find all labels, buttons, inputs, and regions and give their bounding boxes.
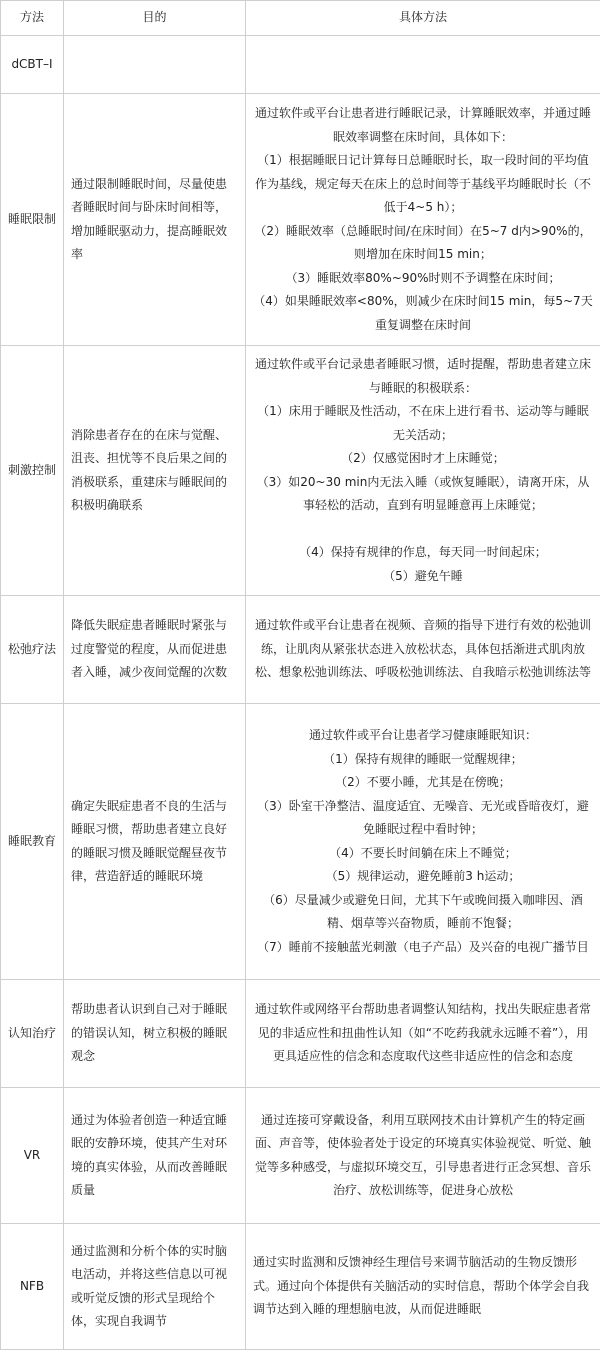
purpose-cell: 通过为体验者创造一种适宜睡眠的安静环境，使其产生对环境的真实体验，从而改善睡眠质量 bbox=[64, 1088, 246, 1224]
detail-cell bbox=[246, 1224, 600, 1350]
detail-line: （2）不要小睡，尤其是在傍晚； bbox=[253, 771, 593, 795]
detail-line: （4）保持有规律的作息，每天同一时间起床； bbox=[253, 541, 593, 565]
detail-line: 通过软件或平台让患者在视频、音频的指导下进行有效的松弛训练，让肌肉从紧张状态进入放松状态，具体包括渐进式肌肉放松、想象松弛训练法、呼吸松弛训练法、自我暗示松弛训练法等 bbox=[253, 614, 593, 685]
detail-line: 通过连接可穿戴设备，利用互联网技术由计算机产生的特定画面、声音等，使体验者处于设定的环境真实体验视觉、听觉、触觉等多种感受，与虚拟环境交互，引导患者进行正念冥想、音乐治疗、放松训练等，促进身心放松 bbox=[253, 1109, 593, 1203]
detail-line: （6）尽量减少或避免日间，尤其下午或晚间摄入咖啡因、酒精、烟草等兴奋物质，睡前不饱餐； bbox=[253, 889, 593, 936]
table-row bbox=[1, 346, 600, 596]
detail-cell bbox=[246, 94, 600, 346]
header-method: 方法 bbox=[1, 1, 64, 36]
detail-line: 通过软件或平台让患者进行睡眠记录，计算睡眠效率，并通过睡眠效率调整在床时间，具体如下： bbox=[253, 102, 593, 149]
detail-line: （3）如20~30 min内无法入睡（或恢复睡眠），请离开床，从事轻松的活动，直到有明显睡意再上床睡觉； bbox=[253, 471, 593, 518]
table-row bbox=[1, 1088, 600, 1224]
purpose-cell: 帮助患者认识到自己对于睡眠的错误认知，树立积极的睡眠观念 bbox=[64, 980, 246, 1088]
method-cell: 刺激控制 bbox=[1, 346, 64, 596]
table-row bbox=[1, 94, 600, 346]
detail-line: （2）仅感觉困时才上床睡觉； bbox=[253, 447, 593, 471]
table-row bbox=[1, 704, 600, 980]
purpose-cell: 通过限制睡眠时间，尽量使患者睡眠时间与卧床时间相等，增加睡眠驱动力，提高睡眠效率 bbox=[64, 94, 246, 346]
detail-line: （3）睡眠效率80%~90%时则不予调整在床时间； bbox=[253, 267, 593, 291]
detail-cell bbox=[246, 346, 600, 596]
detail-line: 通过软件或网络平台帮助患者调整认知结构，找出失眠症患者常见的非适应性和扭曲性认知（如“不吃药我就永远睡不着”），用更具适应性的信念和态度取代这些非适应性的信念和态度 bbox=[253, 998, 593, 1069]
purpose-cell: 通过监测和分析个体的实时脑电活动，并将这些信息以可视或听觉反馈的形式呈现给个体，实现自我调节 bbox=[64, 1224, 246, 1350]
detail-line: （1）根据睡眠日记计算每日总睡眠时长，取一段时间的平均值作为基线，规定每天在床上的总时间等于基线平均睡眠时长（不低于4~5 h）； bbox=[253, 149, 593, 220]
table-row bbox=[1, 36, 600, 94]
header-detail: 具体方法 bbox=[246, 1, 600, 36]
purpose-cell: 降低失眠症患者睡眠时紧张与过度警觉的程度，从而促进患者入睡，减少夜间觉醒的次数 bbox=[64, 596, 246, 704]
method-cell: NFB bbox=[1, 1224, 64, 1350]
detail-line: （3）卧室干净整洁、温度适宜、无噪音、无光或昏暗夜灯，避免睡眠过程中看时钟； bbox=[253, 795, 593, 842]
method-cell: 睡眠限制 bbox=[1, 94, 64, 346]
detail-cell bbox=[246, 704, 600, 980]
method-cell: dCBT–I bbox=[1, 36, 64, 94]
detail-line: 通过实时监测和反馈神经生理信号来调节脑活动的生物反馈形式。通过向个体提供有关脑活动的实时信息，帮助个体学会自我调节达到入睡的理想脑电波，从而促进睡眠 bbox=[253, 1251, 593, 1322]
detail-line: 通过软件或平台记录患者睡眠习惯，适时提醒，帮助患者建立床与睡眠的积极联系： bbox=[253, 353, 593, 400]
detail-cell bbox=[246, 980, 600, 1088]
detail-cell bbox=[246, 596, 600, 704]
detail-line: （4）不要长时间躺在床上不睡觉； bbox=[253, 842, 593, 866]
method-cell: 认知治疗 bbox=[1, 980, 64, 1088]
purpose-cell: 消除患者存在的在床与觉醒、沮丧、担忧等不良后果之间的消极联系，重建床与睡眠间的积极明确联系 bbox=[64, 346, 246, 596]
table-row bbox=[1, 1224, 600, 1350]
header-row bbox=[1, 1, 600, 36]
method-cell: 睡眠教育 bbox=[1, 704, 64, 980]
purpose-cell: 确定失眠症患者不良的生活与睡眠习惯，帮助患者建立良好的睡眠习惯及睡眠觉醒昼夜节律，营造舒适的睡眠环境 bbox=[64, 704, 246, 980]
detail-cell bbox=[246, 36, 600, 94]
method-cell: 松弛疗法 bbox=[1, 596, 64, 704]
table-row bbox=[1, 596, 600, 704]
method-cell: VR bbox=[1, 1088, 64, 1224]
table-row bbox=[1, 980, 600, 1088]
detail-line: （4）如果睡眠效率<80%，则减少在床时间15 min，每5~7天重复调整在床时间 bbox=[253, 290, 593, 337]
detail-line: （1）床用于睡眠及性活动，不在床上进行看书、运动等与睡眠无关活动； bbox=[253, 400, 593, 447]
detail-line: （5）规律运动，避免睡前3 h运动； bbox=[253, 865, 593, 889]
detail-line: （7）睡前不接触蓝光刺激（电子产品）及兴奋的电视广播节目 bbox=[253, 936, 593, 960]
purpose-cell bbox=[64, 36, 246, 94]
spacer bbox=[253, 518, 593, 542]
detail-cell bbox=[246, 1088, 600, 1224]
detail-line: （5）避免午睡 bbox=[253, 565, 593, 589]
detail-line: （2）睡眠效率（总睡眠时间/在床时间）在5~7 d内>90%的，则增加在床时间15 min； bbox=[253, 220, 593, 267]
detail-line: （1）保持有规律的睡眠一觉醒规律； bbox=[253, 748, 593, 772]
header-purpose: 目的 bbox=[64, 1, 246, 36]
detail-line: 通过软件或平台让患者学习健康睡眠知识： bbox=[253, 724, 593, 748]
